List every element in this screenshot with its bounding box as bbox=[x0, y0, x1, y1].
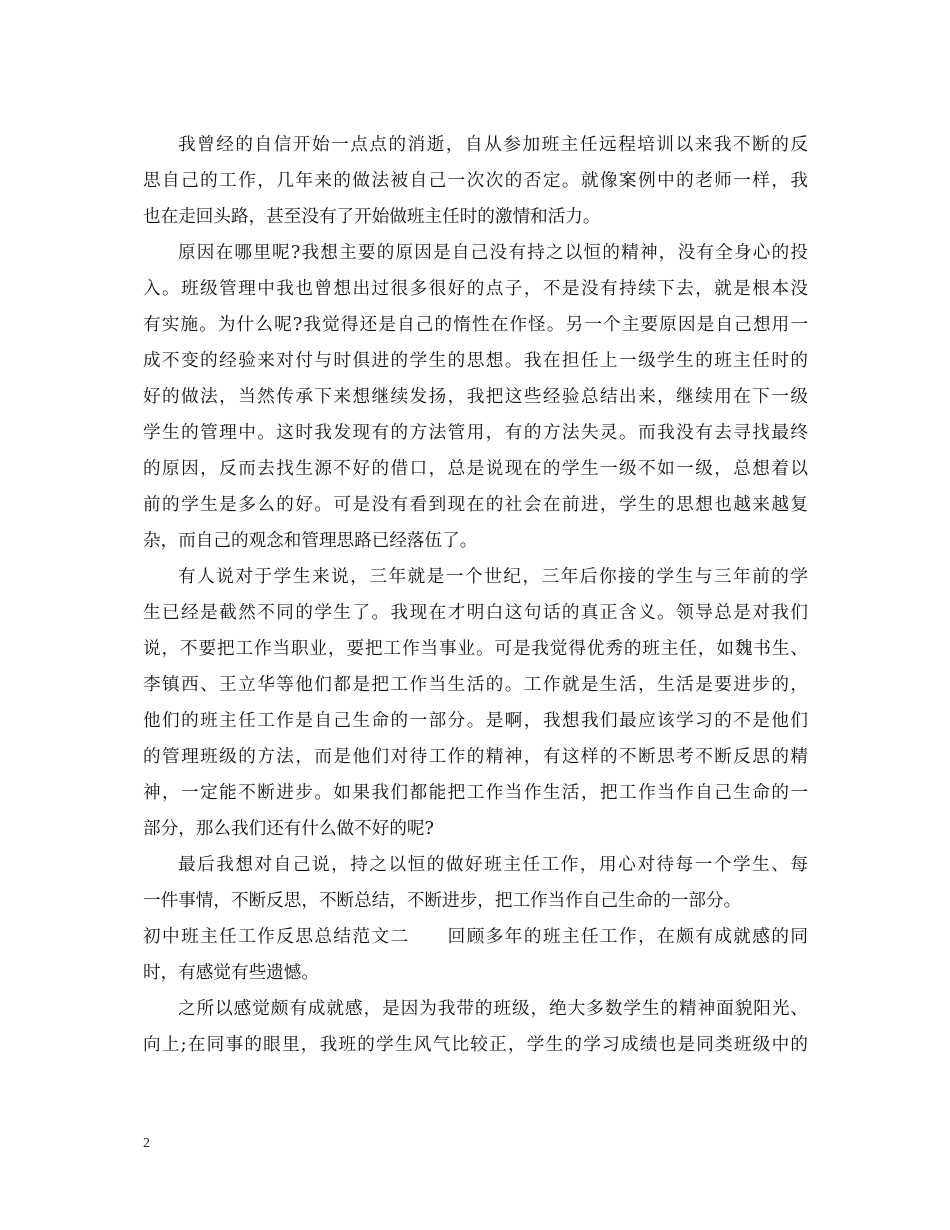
document-body bbox=[143, 127, 808, 1063]
text-line: 杂，而自己的观念和管理思路已经落伍了。 bbox=[143, 531, 478, 551]
text-line: 一件事情，不断反思，不断总结，不断进步，把工作当作自己生命的一部分。 bbox=[143, 891, 742, 911]
text-line: 生已经是截然不同的学生了。我现在才明白这句话的真正含义。领导总是对我们 bbox=[143, 603, 808, 623]
text-line: 向上;在同事的眼里，我班的学生风气比较正，学生的学习成绩也是同类班级中的 bbox=[143, 1035, 808, 1055]
text-line: 最后我想对自己说，持之以恒的做好班主任工作，用心对待每一个学生、每 bbox=[178, 855, 808, 875]
text-line: 之所以感觉颇有成就感，是因为我带的班级，绝大多数学生的精神面貌阳光、 bbox=[178, 999, 808, 1019]
text-line: 前的学生是多么的好。可是没有看到现在的社会在前进，学生的思想也越来越复 bbox=[143, 495, 808, 515]
text-line: 的管理班级的方法，而是他们对待工作的精神，有这样的不断思考不断反思的精 bbox=[143, 747, 808, 767]
text-line: 说，不要把工作当职业，要把工作当事业。可是我觉得优秀的班主任，如魏书生、 bbox=[143, 639, 808, 659]
text-line: 好的做法，当然传承下来想继续发扬，我把这些经验总结出来，继续用在下一级 bbox=[143, 387, 808, 407]
text-line: 也在走回头路，甚至没有了开始做班主任时的激情和活力。 bbox=[143, 207, 601, 227]
text-line: 成不变的经验来对付与时俱进的学生的思想。我在担任上一级学生的班主任时的 bbox=[143, 351, 808, 371]
page-number: 2 bbox=[143, 1136, 150, 1151]
text-line: 原因在哪里呢?我想主要的原因是自己没有持之以恒的精神，没有全身心的投 bbox=[178, 243, 808, 263]
text-line: 部分，那么我们还有什么做不好的呢? bbox=[143, 819, 434, 839]
text-line: 初中班主任工作反思总结范文二 回顾多年的班主任工作，在颇有成就感的同 bbox=[143, 927, 808, 947]
text-line: 李镇西、王立华等他们都是把工作当生活的。工作就是生活，生活是要进步的， bbox=[143, 675, 808, 695]
text-line: 思自己的工作，几年来的做法被自己一次次的否定。就像案例中的老师一样，我 bbox=[143, 171, 808, 191]
text-line: 我曾经的自信开始一点点的消逝，自从参加班主任远程培训以来我不断的反 bbox=[178, 135, 808, 155]
text-line: 他们的班主任工作是自己生命的一部分。是啊，我想我们最应该学习的不是他们 bbox=[143, 711, 808, 731]
text-line: 入。班级管理中我也曾想出过很多很好的点子，不是没有持续下去，就是根本没 bbox=[143, 279, 808, 299]
text-line: 有实施。为什么呢?我觉得还是自己的惰性在作怪。另一个主要原因是自己想用一 bbox=[143, 315, 808, 335]
text-line: 学生的管理中。这时我发现有的方法管用，有的方法失灵。而我没有去寻找最终 bbox=[143, 423, 808, 443]
text-line: 的原因，反而去找生源不好的借口，总是说现在的学生一级不如一级，总想着以 bbox=[143, 459, 808, 479]
text-line: 时，有感觉有些遗憾。 bbox=[143, 963, 319, 983]
text-line: 神，一定能不断进步。如果我们都能把工作当作生活，把工作当作自己生命的一 bbox=[143, 783, 808, 803]
text-line: 有人说对于学生来说，三年就是一个世纪，三年后你接的学生与三年前的学 bbox=[178, 567, 808, 587]
